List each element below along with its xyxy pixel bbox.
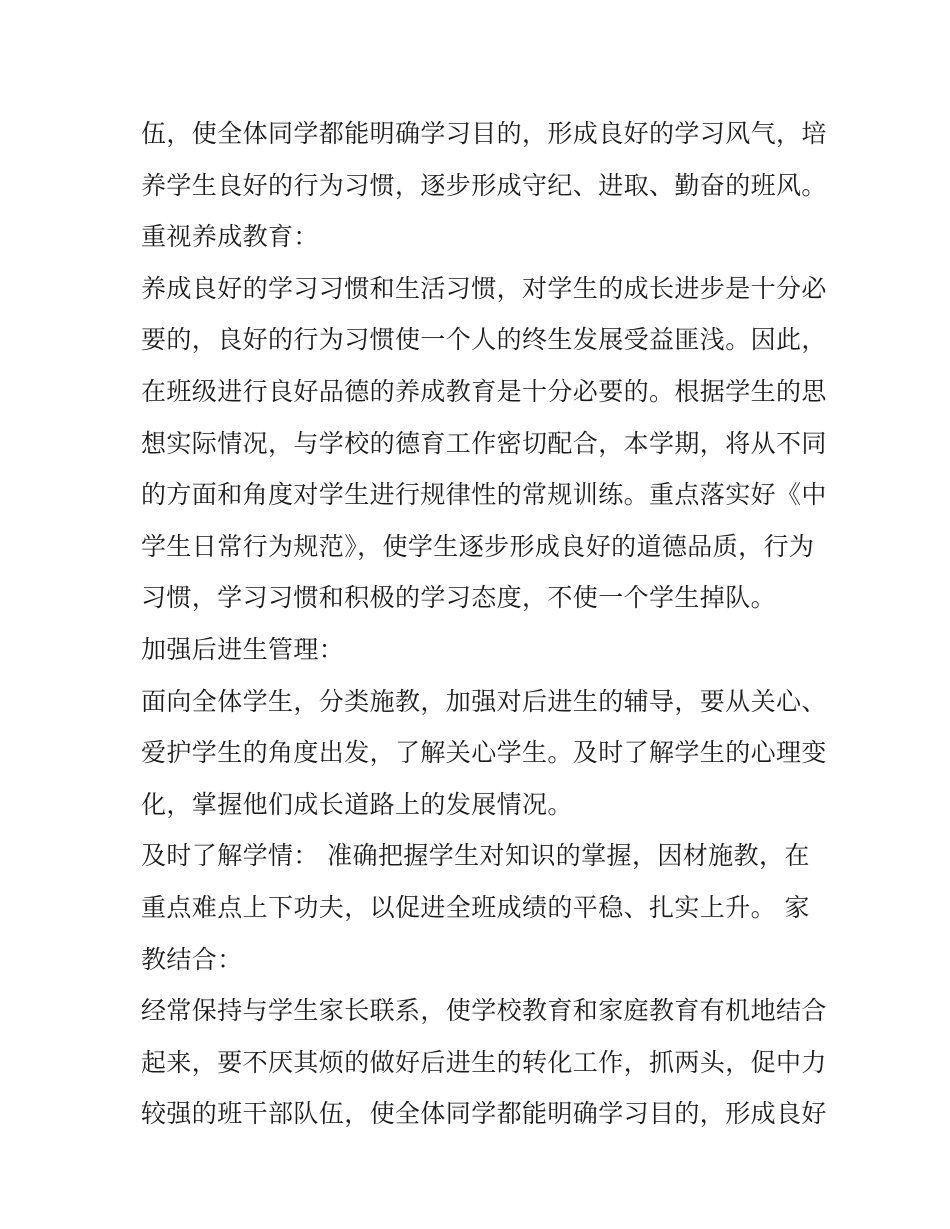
body-line: 起来，要不厌其烦的做好后进生的转化工作，抓两头，促中力: [141, 1047, 827, 1077]
body-line: 化，掌握他们成长道路上的发展情况。: [141, 789, 573, 819]
document-body: [141, 108, 827, 1140]
body-line: 习惯，学习习惯和积极的学习态度，不使一个学生掉队。: [141, 583, 777, 613]
body-line: 想实际情况，与学校的德育工作密切配合，本学期，将从不同: [141, 428, 827, 458]
section-heading: 教结合：: [141, 944, 243, 974]
body-line: 较强的班干部队伍，使全体同学都能明确学习目的，形成良好: [141, 1099, 827, 1129]
body-line: 在班级进行良好品德的养成教育是十分必要的。根据学生的思: [141, 376, 827, 406]
body-line: 经常保持与学生家长联系，使学校教育和家庭教育有机地结合: [141, 996, 827, 1026]
body-line: 养成良好的学习习惯和生活习惯，对学生的成长进步是十分必: [141, 273, 827, 303]
body-line: 养学生良好的行为习惯，逐步形成守纪、进取、勤奋的班风。: [141, 170, 827, 200]
body-line: 要的，良好的行为习惯使一个人的终生发展受益匪浅。因此，: [141, 325, 827, 355]
body-line: 及时了解学情： 准确把握学生对知识的掌握，因材施教，在: [141, 841, 810, 871]
body-line: 的方面和角度对学生进行规律性的常规训练。重点落实好《中: [141, 480, 827, 510]
body-line: 重点难点上下功夫，以促进全班成绩的平稳、扎实上升。 家: [141, 892, 810, 922]
section-heading: 加强后进生管理：: [141, 634, 345, 664]
body-line: 伍，使全体同学都能明确学习目的，形成良好的学习风气，培: [141, 119, 827, 148]
section-heading: 重视养成教育：: [141, 222, 319, 252]
body-line: 面向全体学生，分类施教，加强对后进生的辅导，要从关心、: [141, 686, 827, 716]
body-line: 学生日常行为规范》，使学生逐步形成良好的道德品质，行为: [141, 531, 815, 561]
body-line: 爱护学生的角度出发，了解关心学生。及时了解学生的心理变: [141, 738, 827, 768]
